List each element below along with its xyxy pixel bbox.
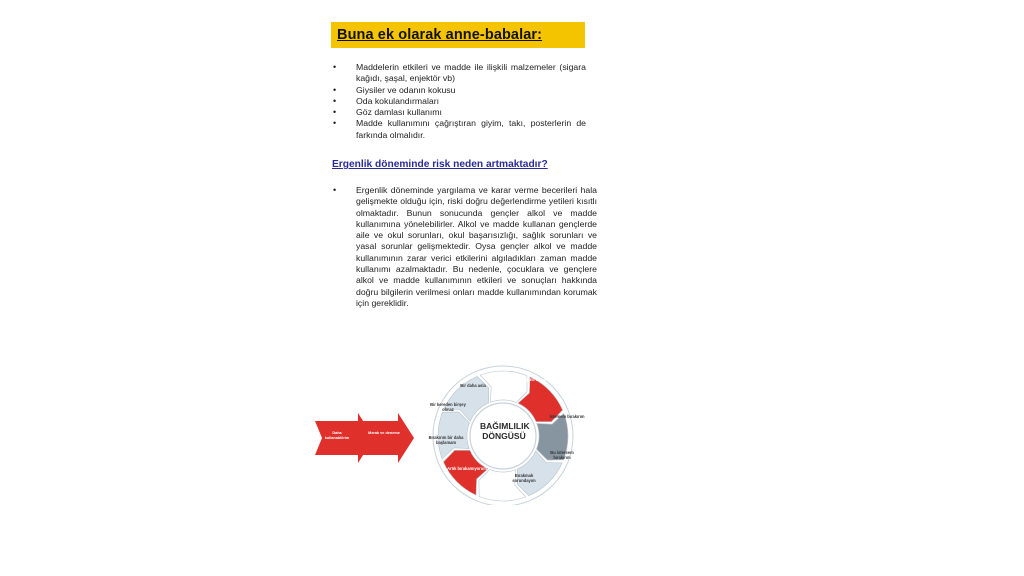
bullet-icon: • — [333, 185, 337, 195]
arrow-label: Daha kullanabilirim — [324, 431, 350, 440]
cycle-label: Bir kereden birşey olmaz — [430, 402, 466, 412]
list-item: • Maddelerin etkileri ve madde ile ilişkili malzemeler (sigara kağıdı, şaşal, enjektör vb) — [330, 62, 586, 85]
list-item: • Göz damlası kullanımı — [330, 107, 586, 118]
heading-highlight — [331, 22, 585, 48]
list-item: • Oda kokulandırmaları — [330, 96, 586, 107]
cycle-center-title: BAĞIMLILIK DÖNGÜSÜ — [480, 421, 530, 441]
cycle-label: Geri bağımlı olmam — [511, 377, 549, 382]
parent-awareness-list — [330, 62, 586, 141]
section-heading: Buna ek olarak anne-babalar: — [337, 27, 543, 43]
cycle-label: Bu istersem bırakırım — [550, 450, 574, 460]
risk-subheading: Ergenlik döneminde risk neden artmaktadır? — [332, 159, 548, 170]
cycle-label: Bir daha asla — [460, 383, 486, 388]
risk-paragraph: Ergenlik döneminde yargılama ve karar verme becerileri hala gelişmekte olduğu için, riski doğru değerlendirme yetileri kısıtlı olmaktadır. Bunun sonucunda gençler alkol ve madde kullanımına yönelebilirler. Alkol ve madde kullanan gençlerde aile ve okul sorunları, okul başarısızlığı, sağlık sorunları ve yasal sorunlar gelişmektedir. Oysa gençler alkol ve madde kullanımının zarar verici etkilerini algıladıkları zaman madde kullanımı azalmaktadır. Bu nedenle, çocuklara ve gençlere alkol ve madde kullanımının etkileri ve sonuçları hakkında doğru bilgilerin verilmesi onları madde kullanımından korumak için gereklidir. — [356, 185, 597, 308]
arrow-label: Merak ve deneme — [368, 431, 400, 435]
cycle-label: Bırakırım bir daha başlamam — [428, 435, 464, 445]
cycle-label: İstemem bırakırım — [549, 414, 585, 419]
risk-paragraph-block — [330, 185, 597, 309]
list-item: • Madde kullanımını çağrıştıran giyim, takı, posterlerin de farkında olmalıdır. — [330, 118, 586, 141]
addiction-cycle-diagram — [310, 365, 600, 505]
cycle-label: Bırakmak sorundayım — [512, 473, 536, 483]
list-item: • Giysiler ve odanın kokusu — [330, 85, 586, 96]
cycle-label: Artık bırakamıyorum — [447, 466, 487, 471]
